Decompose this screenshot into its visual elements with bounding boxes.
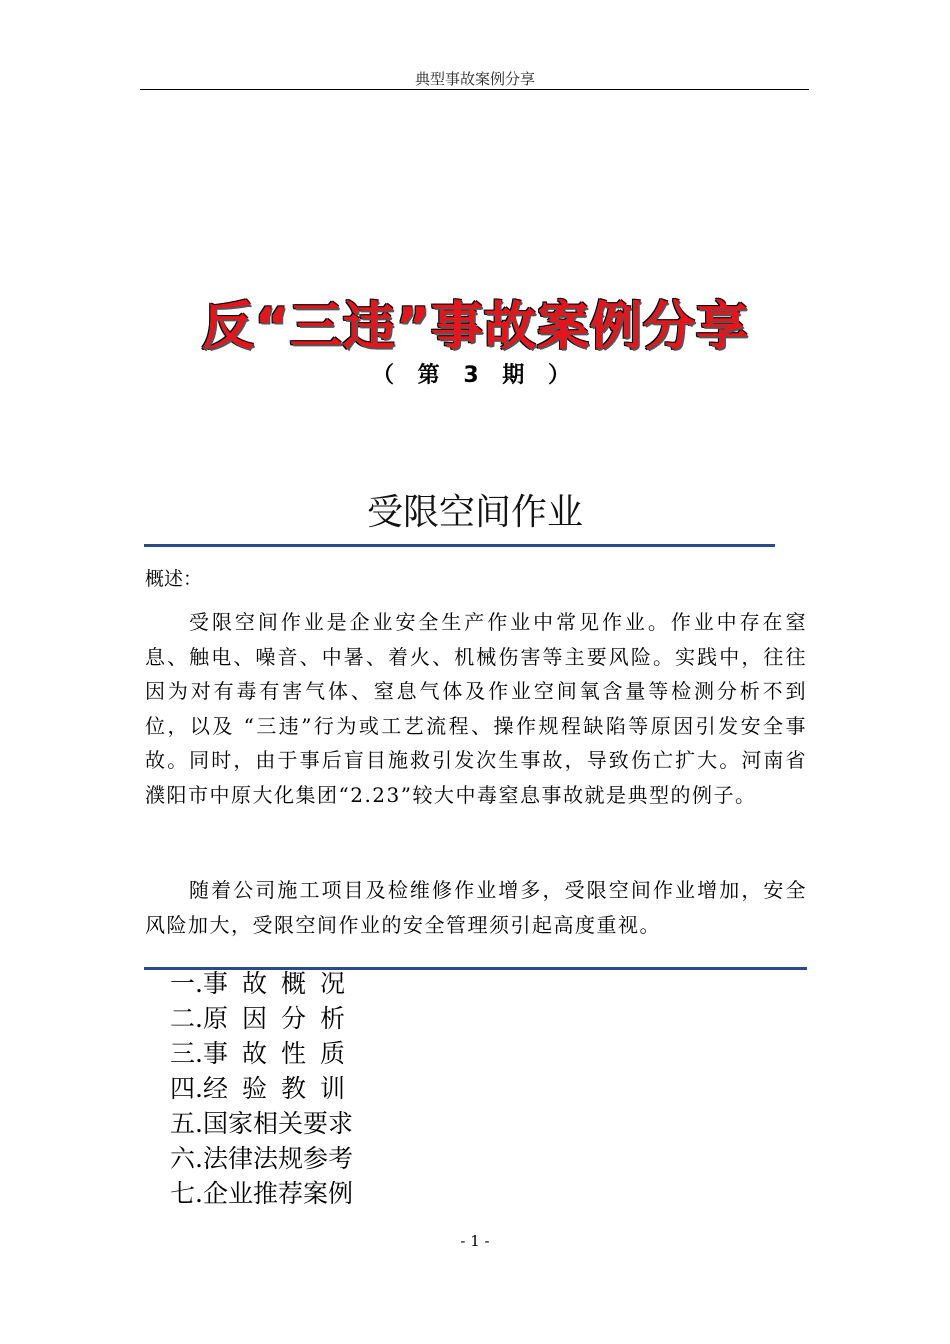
toc-label: 事故性质 <box>202 1039 359 1068</box>
toc-number: 六. <box>170 1144 203 1173</box>
toc-label: 原因分析 <box>202 1004 359 1033</box>
toc-item[interactable] <box>170 966 359 1001</box>
page-header: 典型事故案例分享 <box>414 70 535 88</box>
toc-item[interactable] <box>170 1036 359 1071</box>
header-rule <box>140 89 809 90</box>
toc-label: 法律法规参考 <box>202 1144 353 1173</box>
toc-item[interactable] <box>170 1141 359 1176</box>
page-number: - 1 - <box>460 1232 490 1250</box>
overview-paragraph: 随着公司施工项目及检维修作业增多，受限空间作业增加，安全风险加大，受限空间作业的安全管理须引起高度重视。 <box>145 878 807 937</box>
overview-paragraph: 受限空间作业是企业安全生产作业中常见作业。作业中存在窒息、触电、噪音、中暑、着火、机械伤害等主要风险。实践中，往往因为对有毒有害气体、窒息气体及作业空间氧含量等检测分析不到位，以及 “三违”行为或工艺流程、操作规程缺陷等原因引发安全事故。同时，由于事后盲目施救引发次生事故，导致伤亡扩大。河南省濮阳市中原大化集团“2.23”较大中毒窒息事故就是典型的例子。 <box>145 610 807 807</box>
toc-label: 国家相关要求 <box>202 1109 353 1138</box>
toc-item[interactable] <box>170 1176 359 1211</box>
toc-number: 五. <box>170 1109 203 1138</box>
toc-number: 三. <box>170 1039 203 1068</box>
toc-number: 一. <box>170 969 203 998</box>
toc-item[interactable] <box>170 1071 359 1106</box>
overview-label: 概述： <box>145 568 203 590</box>
issue-number: （ 第 3 期 ） <box>372 363 578 388</box>
toc-item[interactable] <box>170 1001 359 1036</box>
toc-label: 企业推荐案例 <box>202 1179 353 1208</box>
toc-label: 事故概况 <box>202 969 359 998</box>
table-of-contents <box>170 966 359 1211</box>
toc-number: 四. <box>170 1074 203 1103</box>
toc-number: 二. <box>170 1004 203 1033</box>
toc-label: 经验教训 <box>202 1074 359 1103</box>
toc-item[interactable] <box>170 1106 359 1141</box>
section-rule-top <box>144 544 775 547</box>
toc-number: 七. <box>170 1179 203 1208</box>
main-title: 反“三违”事故案例分享 <box>201 297 749 357</box>
section-title: 受限空间作业 <box>366 492 583 533</box>
